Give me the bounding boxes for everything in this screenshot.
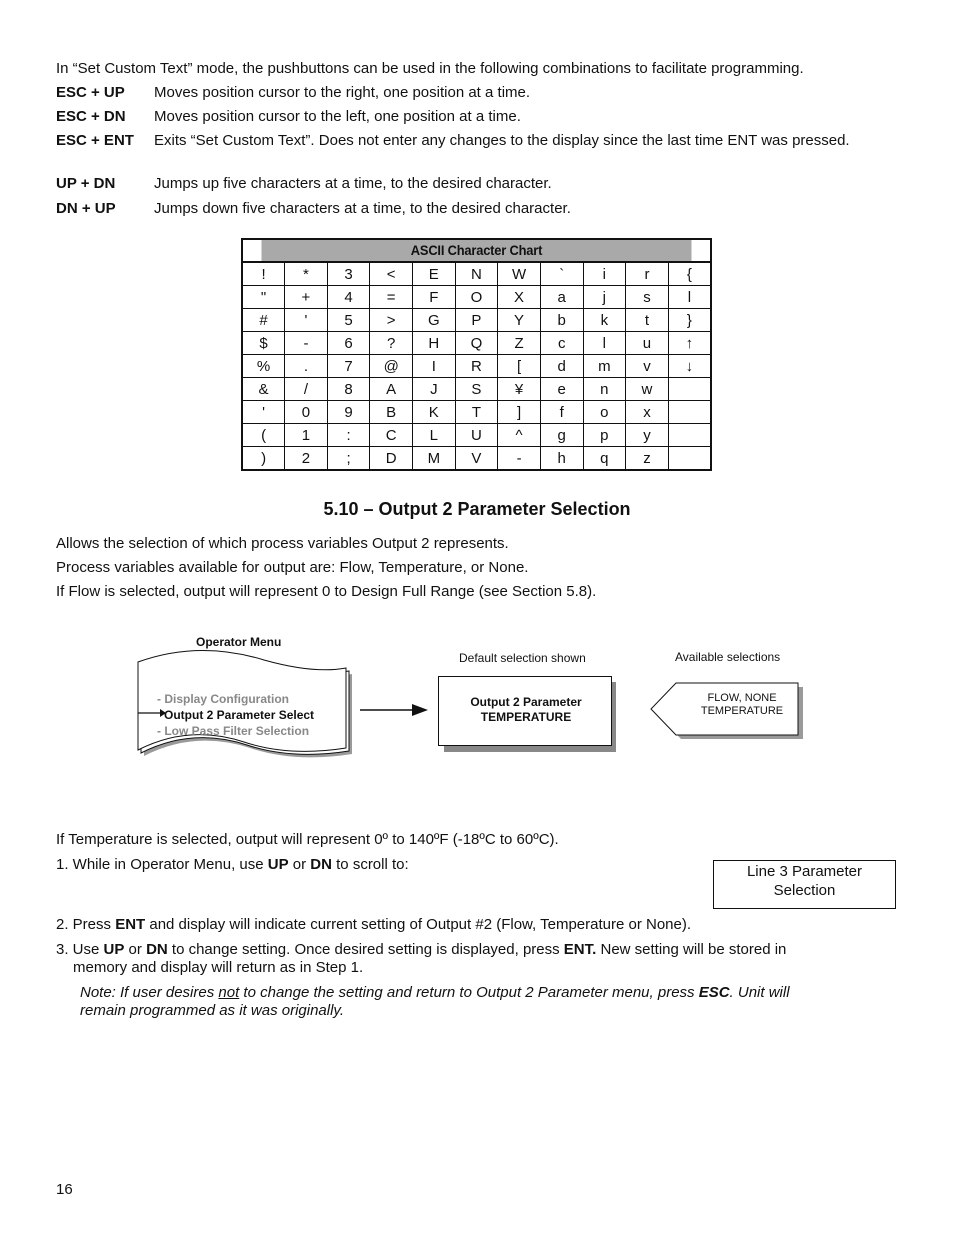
ascii-cell: n [583,378,626,401]
command-key: ESC + UP [56,84,125,101]
ascii-cell: d [540,355,583,378]
ascii-cell: G [413,309,456,332]
ascii-cell: h [540,447,583,471]
flow-arrow-icon [358,700,430,720]
command-desc: Moves position cursor to the left, one position at a time. [154,108,521,125]
ascii-cell: # [242,309,285,332]
ascii-cell: t [626,309,669,332]
ascii-cell: 9 [327,401,370,424]
display-line-1: Output 2 Parameter [470,695,582,709]
ascii-cell: ↓ [668,355,711,378]
ascii-cell: } [668,309,711,332]
menu-item-selected: Output 2 Parameter Select [164,708,315,722]
available-line-2: TEMPERATURE [700,705,784,717]
ascii-cell: ) [242,447,285,471]
ascii-row [242,286,711,309]
ascii-cell [668,447,711,471]
box-line-1: Line 3 Parameter [746,863,863,880]
ascii-cell: S [455,378,498,401]
ascii-cell: 4 [327,286,370,309]
ascii-cell: N [455,262,498,286]
ascii-cell: < [370,262,413,286]
ascii-cell: V [455,447,498,471]
key-up: UP [103,941,125,958]
ascii-cell: w [626,378,669,401]
step-text: 2. Press [56,916,116,933]
step-text: 1. While in Operator Menu, use [56,856,268,873]
ascii-row [242,309,711,332]
ascii-cell: g [540,424,583,447]
ascii-cell: A [370,378,413,401]
ascii-cell: ↑ [668,332,711,355]
ascii-cell: 1 [285,424,328,447]
ascii-cell: s [626,286,669,309]
key-dn: DN [146,941,168,958]
ascii-cell: a [540,286,583,309]
ascii-cell: R [455,355,498,378]
display-text [438,695,614,725]
section-heading: 5.10 – Output 2 Parameter Selection [323,499,631,519]
ascii-cell: 3 [327,262,370,286]
ascii-cell: 0 [285,401,328,424]
ascii-cell: " [242,286,285,309]
box-line-2: Selection [773,882,836,899]
ascii-row [242,262,711,286]
ascii-cell: X [498,286,541,309]
note-not: not [218,984,240,1001]
command-key: ESC + ENT [56,132,134,149]
ascii-cell: U [455,424,498,447]
ascii-cell: q [583,447,626,471]
ascii-cell: e [540,378,583,401]
ascii-cell: W [498,262,541,286]
ascii-chart-title: ASCII Character Chart [261,239,692,262]
ascii-cell: ` [540,262,583,286]
ascii-cell: Q [455,332,498,355]
ascii-cell: ; [327,447,370,471]
key-dn: DN [310,856,332,873]
temperature-note: If Temperature is selected, output will represent 0º to 140ºF (-18ºC to 60ºC). [56,831,559,848]
command-key: ESC + DN [56,108,126,125]
ascii-cell: @ [370,355,413,378]
ascii-row [242,424,711,447]
line3-parameter-box [713,860,896,909]
ascii-cell: v [626,355,669,378]
ascii-cell: C [370,424,413,447]
ascii-cell: ¥ [498,378,541,401]
menu-pointer-arrow-icon [138,706,166,720]
available-line-1: FLOW, NONE [707,692,777,704]
ascii-row [242,378,711,401]
ascii-cell: { [668,262,711,286]
ascii-cell: = [370,286,413,309]
ascii-cell: * [285,262,328,286]
ascii-cell: P [455,309,498,332]
section-paragraph: Process variables available for output are: Flow, Temperature, or None. [56,559,529,576]
section-paragraph: Allows the selection of which process variables Output 2 represents. [56,535,509,552]
ascii-cell: ' [285,309,328,332]
ascii-cell: / [285,378,328,401]
ascii-cell: ' [242,401,285,424]
step-3 [56,940,936,959]
step-text: to change setting. Once desired setting is displayed, press [167,941,564,958]
operator-menu-title: Operator Menu [196,635,282,649]
ascii-cell: c [540,332,583,355]
ascii-cell: ? [370,332,413,355]
ascii-cell: B [370,401,413,424]
command-desc: Jumps up five characters at a time, to the desired character. [154,175,552,192]
ascii-cell: : [327,424,370,447]
ascii-cell: L [413,424,456,447]
step-text: or [288,856,311,873]
ascii-row [242,332,711,355]
ascii-cell: m [583,355,626,378]
note-text: to change the setting and return to Output 2 Parameter menu, press [239,984,699,1001]
display-line-2: TEMPERATURE [480,710,572,724]
ascii-cell: K [413,401,456,424]
ascii-cell: D [370,447,413,471]
command-desc: Exits “Set Custom Text”. Does not enter any changes to the display since the last time ENT was pressed. [154,132,850,149]
ascii-cell: T [455,401,498,424]
intro-text: In “Set Custom Text” mode, the pushbuttons can be used in the following combinations to facilitate programming. [56,60,804,77]
page-number: 16 [56,1181,73,1198]
ascii-cell: I [413,355,456,378]
key-ent: ENT. [563,941,597,958]
key-esc: ESC [698,984,730,1001]
ascii-cell: + [285,286,328,309]
step-text: 3. Use [56,941,104,958]
ascii-cell: Y [498,309,541,332]
ascii-cell: p [583,424,626,447]
menu-item: - Display Configuration [157,692,289,706]
ascii-cell: u [626,332,669,355]
ascii-cell: & [242,378,285,401]
step-text: or [124,941,147,958]
ascii-cell: ] [498,401,541,424]
ascii-cell: Z [498,332,541,355]
ascii-cell: z [626,447,669,471]
ascii-cell: J [413,378,456,401]
ascii-cell: [ [498,355,541,378]
step-text: and display will indicate current setting of Output #2 (Flow, Temperature or None). [145,916,692,933]
ascii-cell: ! [242,262,285,286]
menu-item: - Low Pass Filter Selection [157,724,310,738]
ascii-character-chart [241,238,712,471]
step-2 [56,915,691,934]
command-key: DN + UP [56,200,116,217]
available-selections-text [680,692,804,718]
ascii-cell: F [413,286,456,309]
ascii-cell: 8 [327,378,370,401]
ascii-row [242,447,711,471]
ascii-cell: % [242,355,285,378]
ascii-cell [668,424,711,447]
ascii-cell: H [413,332,456,355]
note-line-2: remain programmed as it was originally. [80,1002,344,1019]
ascii-cell: 5 [327,309,370,332]
key-ent: ENT [115,916,146,933]
ascii-cell: 6 [327,332,370,355]
step-text: to scroll to: [331,856,409,873]
ascii-cell: r [626,262,669,286]
section-paragraph: If Flow is selected, output will represent 0 to Design Full Range (see Section 5.8). [56,583,597,600]
available-selections-label: Available selections [675,650,781,664]
ascii-cell: ( [242,424,285,447]
ascii-cell: - [285,332,328,355]
ascii-cell: y [626,424,669,447]
note [80,983,880,1002]
ascii-cell: i [583,262,626,286]
ascii-cell: . [285,355,328,378]
ascii-cell: O [455,286,498,309]
command-key: UP + DN [56,175,116,192]
ascii-cell [668,401,711,424]
ascii-cell: ^ [498,424,541,447]
note-text: Note: If user desires [80,984,219,1001]
ascii-row [242,401,711,424]
ascii-cell: f [540,401,583,424]
ascii-cell: $ [242,332,285,355]
ascii-cell: o [583,401,626,424]
note-text: . Unit will [729,984,790,1001]
ascii-cell: > [370,309,413,332]
step-1 [56,855,409,874]
step-3-line-2: memory and display will return as in Step 1. [73,959,364,976]
ascii-cell: E [413,262,456,286]
ascii-cell: l [583,332,626,355]
ascii-cell: x [626,401,669,424]
ascii-cell: - [498,447,541,471]
command-desc: Moves position cursor to the right, one position at a time. [154,84,531,101]
ascii-cell: j [583,286,626,309]
default-selection-label: Default selection shown [459,651,586,665]
ascii-cell: l [668,286,711,309]
ascii-cell: b [540,309,583,332]
command-desc: Jumps down five characters at a time, to the desired character. [154,200,571,217]
step-text: New setting will be stored in [596,941,787,958]
ascii-row [242,355,711,378]
ascii-cell: 2 [285,447,328,471]
key-up: UP [267,856,289,873]
ascii-cell: M [413,447,456,471]
ascii-cell: k [583,309,626,332]
ascii-cell [668,378,711,401]
ascii-cell: 7 [327,355,370,378]
